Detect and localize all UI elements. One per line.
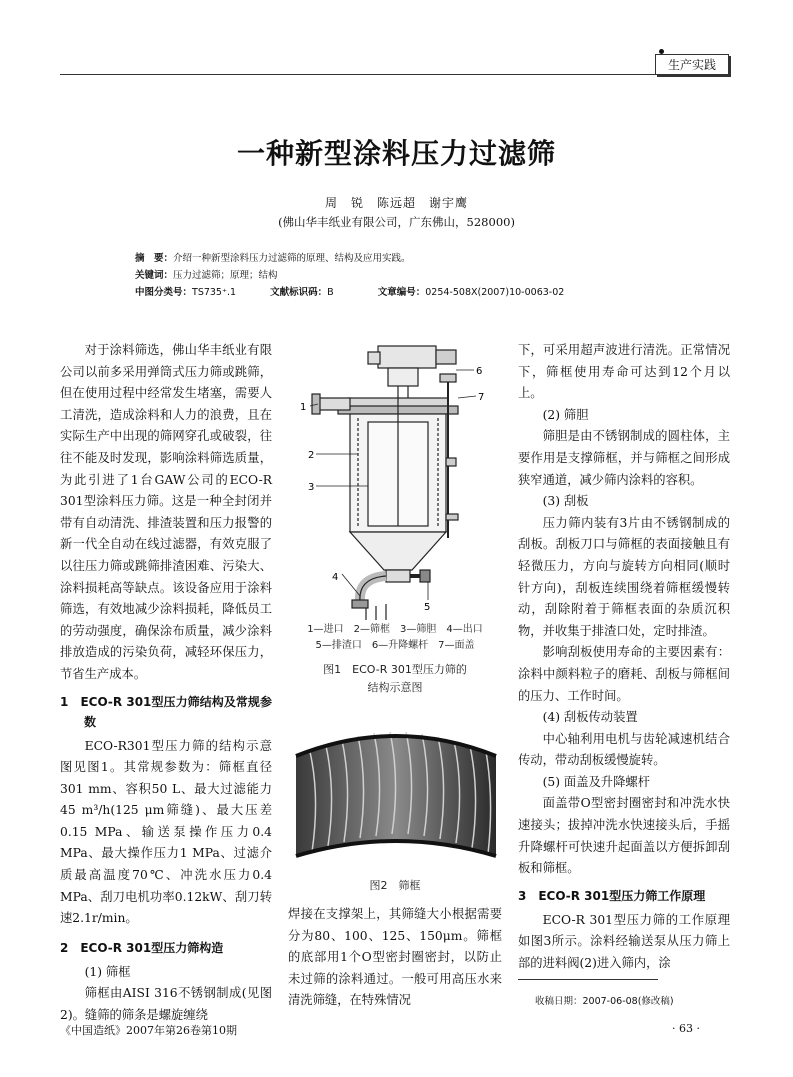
- cls-value: TS735⁺.1: [192, 287, 237, 298]
- section-1-heading: 1 ECO-R 301型压力筛结构及常规参数: [60, 694, 272, 729]
- scraper-paragraph: 压力筛内装有3片由不锈钢制成的刮板。刮板刀口与筛框的表面接触且有轻微压力，方向与旋转方向相同(顺时针方向)，刮板连续围绕着筛框缓慢转动，刮除附着于筛框表面的杂质沉积物，并收集于排渣口处，定时排渣。: [518, 515, 730, 638]
- keywords-line: [135, 267, 278, 281]
- section-3-heading: 3 ECO-R 301型压力筛工作原理: [518, 888, 706, 903]
- lid-paragraph: 面盖带O型密封圈密封和冲洗水快速接头；拔掉冲洗水快速接头后，手摇升降螺杆可快速升起面盖以方便拆卸刮板和筛框。: [518, 796, 730, 876]
- cleaning-paragraph: 下，可采用超声波进行清洗。正常情况下，筛框使用寿命可达到12个月以上。: [518, 343, 730, 401]
- subsection-frame-heading: (1) 筛框: [84, 964, 131, 979]
- abstract-label: 摘 要：: [135, 253, 174, 264]
- doc-label: 文献标识码：: [270, 287, 328, 298]
- art-value: 0254-508X(2007)10-0063-02: [425, 287, 565, 298]
- figure-2-caption: 图2 筛框: [369, 879, 421, 892]
- figure-1-caption-line-2: 结构示意图: [367, 681, 423, 694]
- fig1-label-5: 5: [424, 602, 431, 613]
- footnote-rule: [518, 979, 658, 980]
- fig1-label-3: 3: [308, 482, 315, 493]
- subsection-drive-heading: (4) 刮板传动装置: [542, 710, 638, 725]
- abstract-line: [135, 250, 411, 264]
- principle-paragraph: ECO-R 301型压力筛的工作原理如图3所示。涂料经输送泵从压力筛上部的进料阀(2)进入筛内，涂: [518, 912, 730, 971]
- figure-2-photo: [290, 716, 502, 866]
- column-left: [60, 340, 272, 1027]
- column-middle-text: [288, 904, 502, 1012]
- journal-footer: 《中国造纸》2007年第26卷第10期: [60, 1024, 237, 1037]
- authors: 周 锐 陈远超 谢宇鹰: [324, 196, 468, 210]
- classification-line: [135, 284, 564, 298]
- fig1-label-4: 4: [332, 572, 339, 583]
- frame-paragraph-continued: 焊接在支撑架上，其筛缝大小根据需要分为80、100、125、150μm。筛框的底部用1个O型密封圈密封，以防止未过筛的涂料通过。一般可用高压水来清洗筛缝，在特殊情况: [288, 907, 502, 1008]
- section-tag: 生产实践: [655, 54, 729, 75]
- page-number: · 63 ·: [672, 1022, 700, 1035]
- drive-paragraph: 中心轴利用电机与齿轮减速机结合传动，带动刮板缓慢旋转。: [518, 731, 730, 768]
- fig1-label-7: 7: [478, 392, 485, 403]
- art-label: 文章编号：: [377, 287, 426, 298]
- header-rule: [60, 74, 728, 75]
- affiliation: (佛山华丰纸业有限公司，广东佛山，528000): [278, 215, 515, 229]
- column-right: [518, 340, 730, 975]
- figure-1-legend-line-2: 5—排渣口 6—升降螺杆 7—面盖: [315, 640, 475, 651]
- intro-paragraph: 对于涂料筛选，佛山华丰纸业有限公司以前多采用弹筒式压力筛或跳筛，但在使用过程中经常发生堵塞，需要人工清洗，造成涂料和人力的浪费，且在实际生产中出现的筛网穿孔或破裂，往往不能及时发现，影响涂料筛选质量，为此引进了1台GAW公司的ECO-R 301型涂料压力筛。这是一种全封闭并带有自动清洗、排渣装置和压力报警的新一代全自动在线过滤器，有效克服了以往压力筛或跳筛排渣困难、污染大、涂料损耗高等缺点。该设备应用于涂料筛选，有效地减少涂料损耗，降低员工的劳动强度，确保涂布质量，减少涂料排放造成的污染负荷，减轻环保压力，节省生产成本。: [60, 343, 272, 681]
- keywords-label: 关键词：: [135, 270, 174, 281]
- cls-label: 中图分类号：: [135, 287, 193, 298]
- article-title: 一种新型涂料压力过滤筛: [236, 137, 556, 170]
- scraper-life-paragraph: 影响刮板使用寿命的主要因素有：涂料中颜料粒子的磨耗、刮板与筛框间的压力、工作时间。: [518, 645, 730, 703]
- section-1-paragraph: ECO-R301型压力筛的结构示意图见图1。其常规参数为：筛框直径301 mm、容积50 L、最大过滤能力45 m³/h(125 μm筛缝)、最大压差0.15 MPa、输送泵操作压力0.4 MPa、最大操作压力1 MPa、过滤介质最高温度70℃、冲洗水压力0.4 MPa、刮刀电机功率0.12kW、刮刀转速2.1r/min。: [60, 738, 272, 926]
- keywords-text: 压力过滤筛；原理；结构: [173, 270, 278, 281]
- abstract-text: 介绍一种新型涂料压力过滤筛的原理、结构及应用实践。: [173, 253, 411, 264]
- figure-1-diagram: [288, 338, 502, 626]
- received-date: 收稿日期：2007-06-08(修改稿): [535, 996, 674, 1007]
- subsection-core-heading: (2) 筛胆: [542, 407, 589, 422]
- section-2-heading: 2 ECO-R 301型压力筛构造: [60, 940, 224, 955]
- figure-1-legend-line-1: 1—进口 2—筛框 3—筛胆 4—出口: [307, 624, 483, 635]
- figure-1-caption-line-1: 图1 ECO-R 301型压力筛的: [323, 663, 467, 676]
- fig1-label-1: 1: [300, 402, 307, 413]
- frame-paragraph: 筛框由AISI 316不锈钢制成(见图2)。缝筛的筛条是螺旋缠绕: [60, 986, 272, 1023]
- core-paragraph: 筛胆是由不锈钢制成的圆柱体，主要作用是支撑筛框，并与筛框之间形成狭窄通道，减少筛内涂料的容积。: [518, 429, 730, 487]
- fig1-label-6: 6: [476, 366, 483, 377]
- doc-value: B: [327, 287, 334, 298]
- fig1-label-2: 2: [308, 450, 315, 461]
- subsection-lid-heading: (5) 面盖及升降螺杆: [542, 774, 650, 789]
- subsection-scraper-heading: (3) 刮板: [542, 494, 589, 509]
